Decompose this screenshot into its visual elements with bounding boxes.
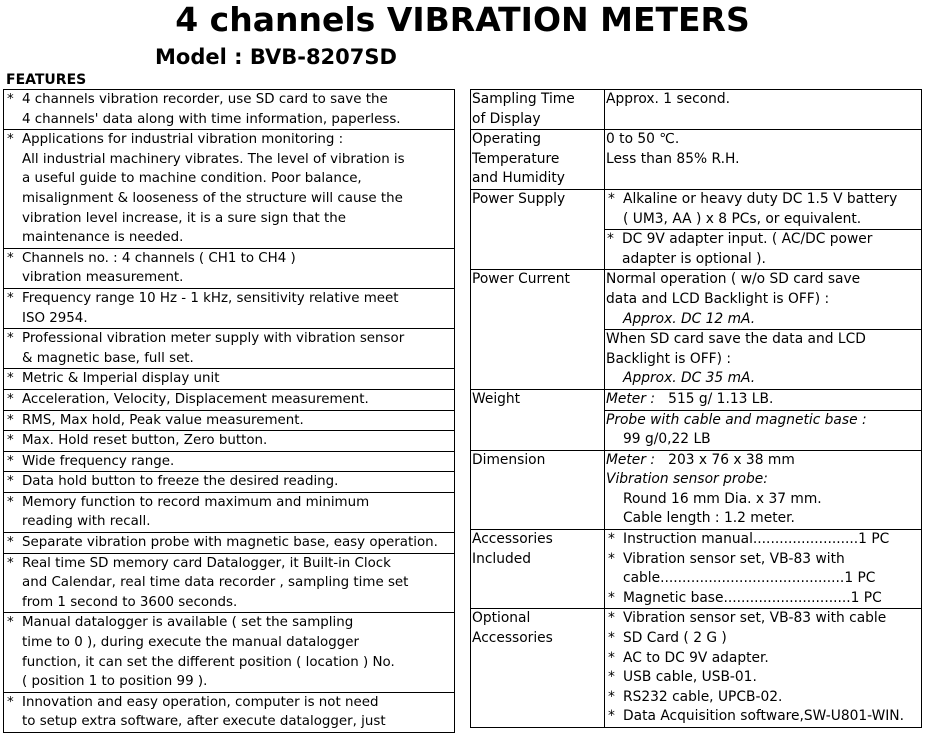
feature-item <box>4 613 455 692</box>
feature-row <box>4 613 455 692</box>
feature-text: RMS, Max hold, Peak value measurement. <box>22 412 304 428</box>
feature-text: vibration measurement. <box>22 270 184 286</box>
feature-text: Frequency range 10 Hz - 1 kHz, sensitivity relative meet <box>22 290 399 306</box>
feature-item <box>4 130 455 249</box>
feature-row <box>4 389 455 410</box>
feature-row <box>4 692 455 732</box>
spec-value: Normal operation ( w/o SD card save data and LCD Backlight is OFF) : Approx. DC 12 mA. When SD card save the data and LCD Backlight is OFF) : Approx. DC 35 mA. <box>605 270 922 390</box>
bullet-star: * <box>7 555 14 571</box>
spec-row-operating <box>471 130 922 190</box>
spec-value: 0 to 50 ℃. Less than 85% R.H. <box>605 130 922 190</box>
feature-item <box>4 248 455 288</box>
spec-value: Approx. 1 second. <box>605 90 922 130</box>
spec-row-weight <box>471 389 922 450</box>
feature-text: maintenance is needed. <box>22 230 184 246</box>
feature-text: Separate vibration probe with magnetic base, easy operation. <box>22 535 438 551</box>
feature-row <box>4 410 455 431</box>
bullet-star: * <box>7 331 14 347</box>
feature-item <box>4 431 455 452</box>
spec-label: Weight <box>471 389 605 450</box>
feature-row <box>4 248 455 288</box>
feature-row <box>4 369 455 390</box>
feature-item <box>4 410 455 431</box>
spec-row-sampling <box>471 90 922 130</box>
feature-item <box>4 492 455 532</box>
feature-row <box>4 533 455 554</box>
spec-value: Meter : 203 x 76 x 38 mm Vibration sensor probe: Round 16 mm Dia. x 37 mm. Cable length : 1.2 meter. <box>605 450 922 529</box>
features-heading: FEATURES <box>6 72 87 88</box>
feature-row <box>4 90 455 130</box>
feature-row <box>4 329 455 369</box>
feature-text: Manual datalogger is available ( set the sampling <box>22 615 354 631</box>
feature-text: vibration level increase, it is a sure sign that the <box>22 210 346 226</box>
page-title: 4 channels VIBRATION METERS <box>175 0 750 39</box>
feature-row <box>4 130 455 249</box>
features-table <box>3 89 455 733</box>
spec-row-power-supply <box>471 189 922 269</box>
feature-text: 4 channels vibration recorder, use SD card to save the <box>22 92 388 107</box>
feature-text: ( position 1 to position 99 ). <box>22 674 208 690</box>
spec-label: Accessories Included <box>471 530 605 609</box>
feature-item <box>4 90 455 130</box>
feature-text: time to 0 ), during execute the manual datalogger <box>22 635 359 651</box>
feature-text: ISO 2954. <box>22 310 88 326</box>
feature-text: Professional vibration meter supply with vibration sensor <box>22 331 405 347</box>
spec-row-optional <box>471 609 922 728</box>
feature-text: misalignment & looseness of the structure will cause the <box>22 190 403 206</box>
feature-item <box>4 692 455 732</box>
feature-row <box>4 288 455 328</box>
bullet-star: * <box>7 615 14 631</box>
spec-value: * Instruction manual........................1 PC * Vibration sensor set, VB-83 with cable..........................................1 PC * Magnetic base.............................1 PC <box>605 530 922 609</box>
spec-label: Dimension <box>471 450 605 529</box>
feature-text: Wide frequency range. <box>22 453 175 469</box>
bullet-star: * <box>7 453 14 469</box>
feature-item <box>4 288 455 328</box>
spec-value: * Vibration sensor set, VB-83 with cable * SD Card ( 2 G ) * AC to DC 9V adapter. * USB cable, USB-01. * RS232 cable, UPCB-02. * Data Acquisition software,SW-U801-WIN. <box>605 609 922 728</box>
spec-value: * Alkaline or heavy duty DC 1.5 V battery ( UM3, AA ) x 8 PCs, or equivalent. * DC 9V adapter input. ( AC/DC power adapter is optional ). <box>605 189 922 269</box>
bullet-star: * <box>7 250 14 266</box>
feature-text: Metric & Imperial display unit <box>22 371 220 387</box>
spec-label: Operating Temperature and Humidity <box>471 130 605 190</box>
feature-item <box>4 533 455 554</box>
specifications-table <box>470 89 922 728</box>
feature-text: All industrial machinery vibrates. The level of vibration is <box>22 151 405 167</box>
feature-text: from 1 second to 3600 seconds. <box>22 594 238 610</box>
feature-text: Acceleration, Velocity, Displacement measurement. <box>22 391 369 407</box>
bullet-star: * <box>7 290 14 306</box>
feature-text: & magnetic base, full set. <box>22 350 194 366</box>
spec-row-dimension <box>471 450 922 529</box>
feature-text: Data hold button to freeze the desired reading. <box>22 474 339 490</box>
feature-row <box>4 472 455 493</box>
feature-item <box>4 451 455 472</box>
feature-text: a useful guide to machine condition. Poor balance, <box>22 171 362 187</box>
bullet-star: * <box>7 92 14 107</box>
feature-text: 4 channels' data along with time information, paperless. <box>22 111 401 127</box>
feature-text: Memory function to record maximum and minimum <box>22 494 370 510</box>
feature-row <box>4 492 455 532</box>
feature-text: to setup extra software, after execute datalogger, just <box>22 714 386 730</box>
bullet-star: * <box>7 412 14 428</box>
feature-row <box>4 553 455 613</box>
feature-text: Max. Hold reset button, Zero button. <box>22 433 268 449</box>
feature-item <box>4 389 455 410</box>
bullet-star: * <box>7 371 14 387</box>
spec-label: Power Current <box>471 270 605 390</box>
bullet-star: * <box>7 433 14 449</box>
bullet-star: * <box>7 494 14 510</box>
feature-item <box>4 472 455 493</box>
feature-item <box>4 329 455 369</box>
bullet-star: * <box>7 132 14 148</box>
spec-row-power-current <box>471 270 922 390</box>
feature-row <box>4 451 455 472</box>
feature-text: function, it can set the different position ( location ) No. <box>22 654 395 670</box>
feature-item <box>4 369 455 390</box>
feature-text: Innovation and easy operation, computer is not need <box>22 694 379 710</box>
model-number: Model : BVB-8207SD <box>155 45 397 69</box>
bullet-star: * <box>7 535 14 551</box>
bullet-star: * <box>7 474 14 490</box>
bullet-star: * <box>7 391 14 407</box>
spec-row-accessories <box>471 530 922 609</box>
feature-row <box>4 431 455 452</box>
spec-value: Meter : 515 g/ 1.13 LB. Probe with cable and magnetic base : 99 g/0,22 LB <box>605 389 922 450</box>
feature-text: and Calendar, real time data recorder , sampling time set <box>22 575 409 591</box>
feature-text: Channels no. : 4 channels ( CH1 to CH4 ) <box>22 250 296 266</box>
spec-label: Sampling Time of Display <box>471 90 605 130</box>
feature-text: Real time SD memory card Datalogger, it Built-in Clock <box>22 555 391 571</box>
spec-label: Power Supply <box>471 189 605 269</box>
spec-label: Optional Accessories <box>471 609 605 728</box>
bullet-star: * <box>7 694 14 710</box>
feature-text: Applications for industrial vibration monitoring : <box>22 132 344 148</box>
feature-item <box>4 553 455 613</box>
feature-text: reading with recall. <box>22 514 151 530</box>
